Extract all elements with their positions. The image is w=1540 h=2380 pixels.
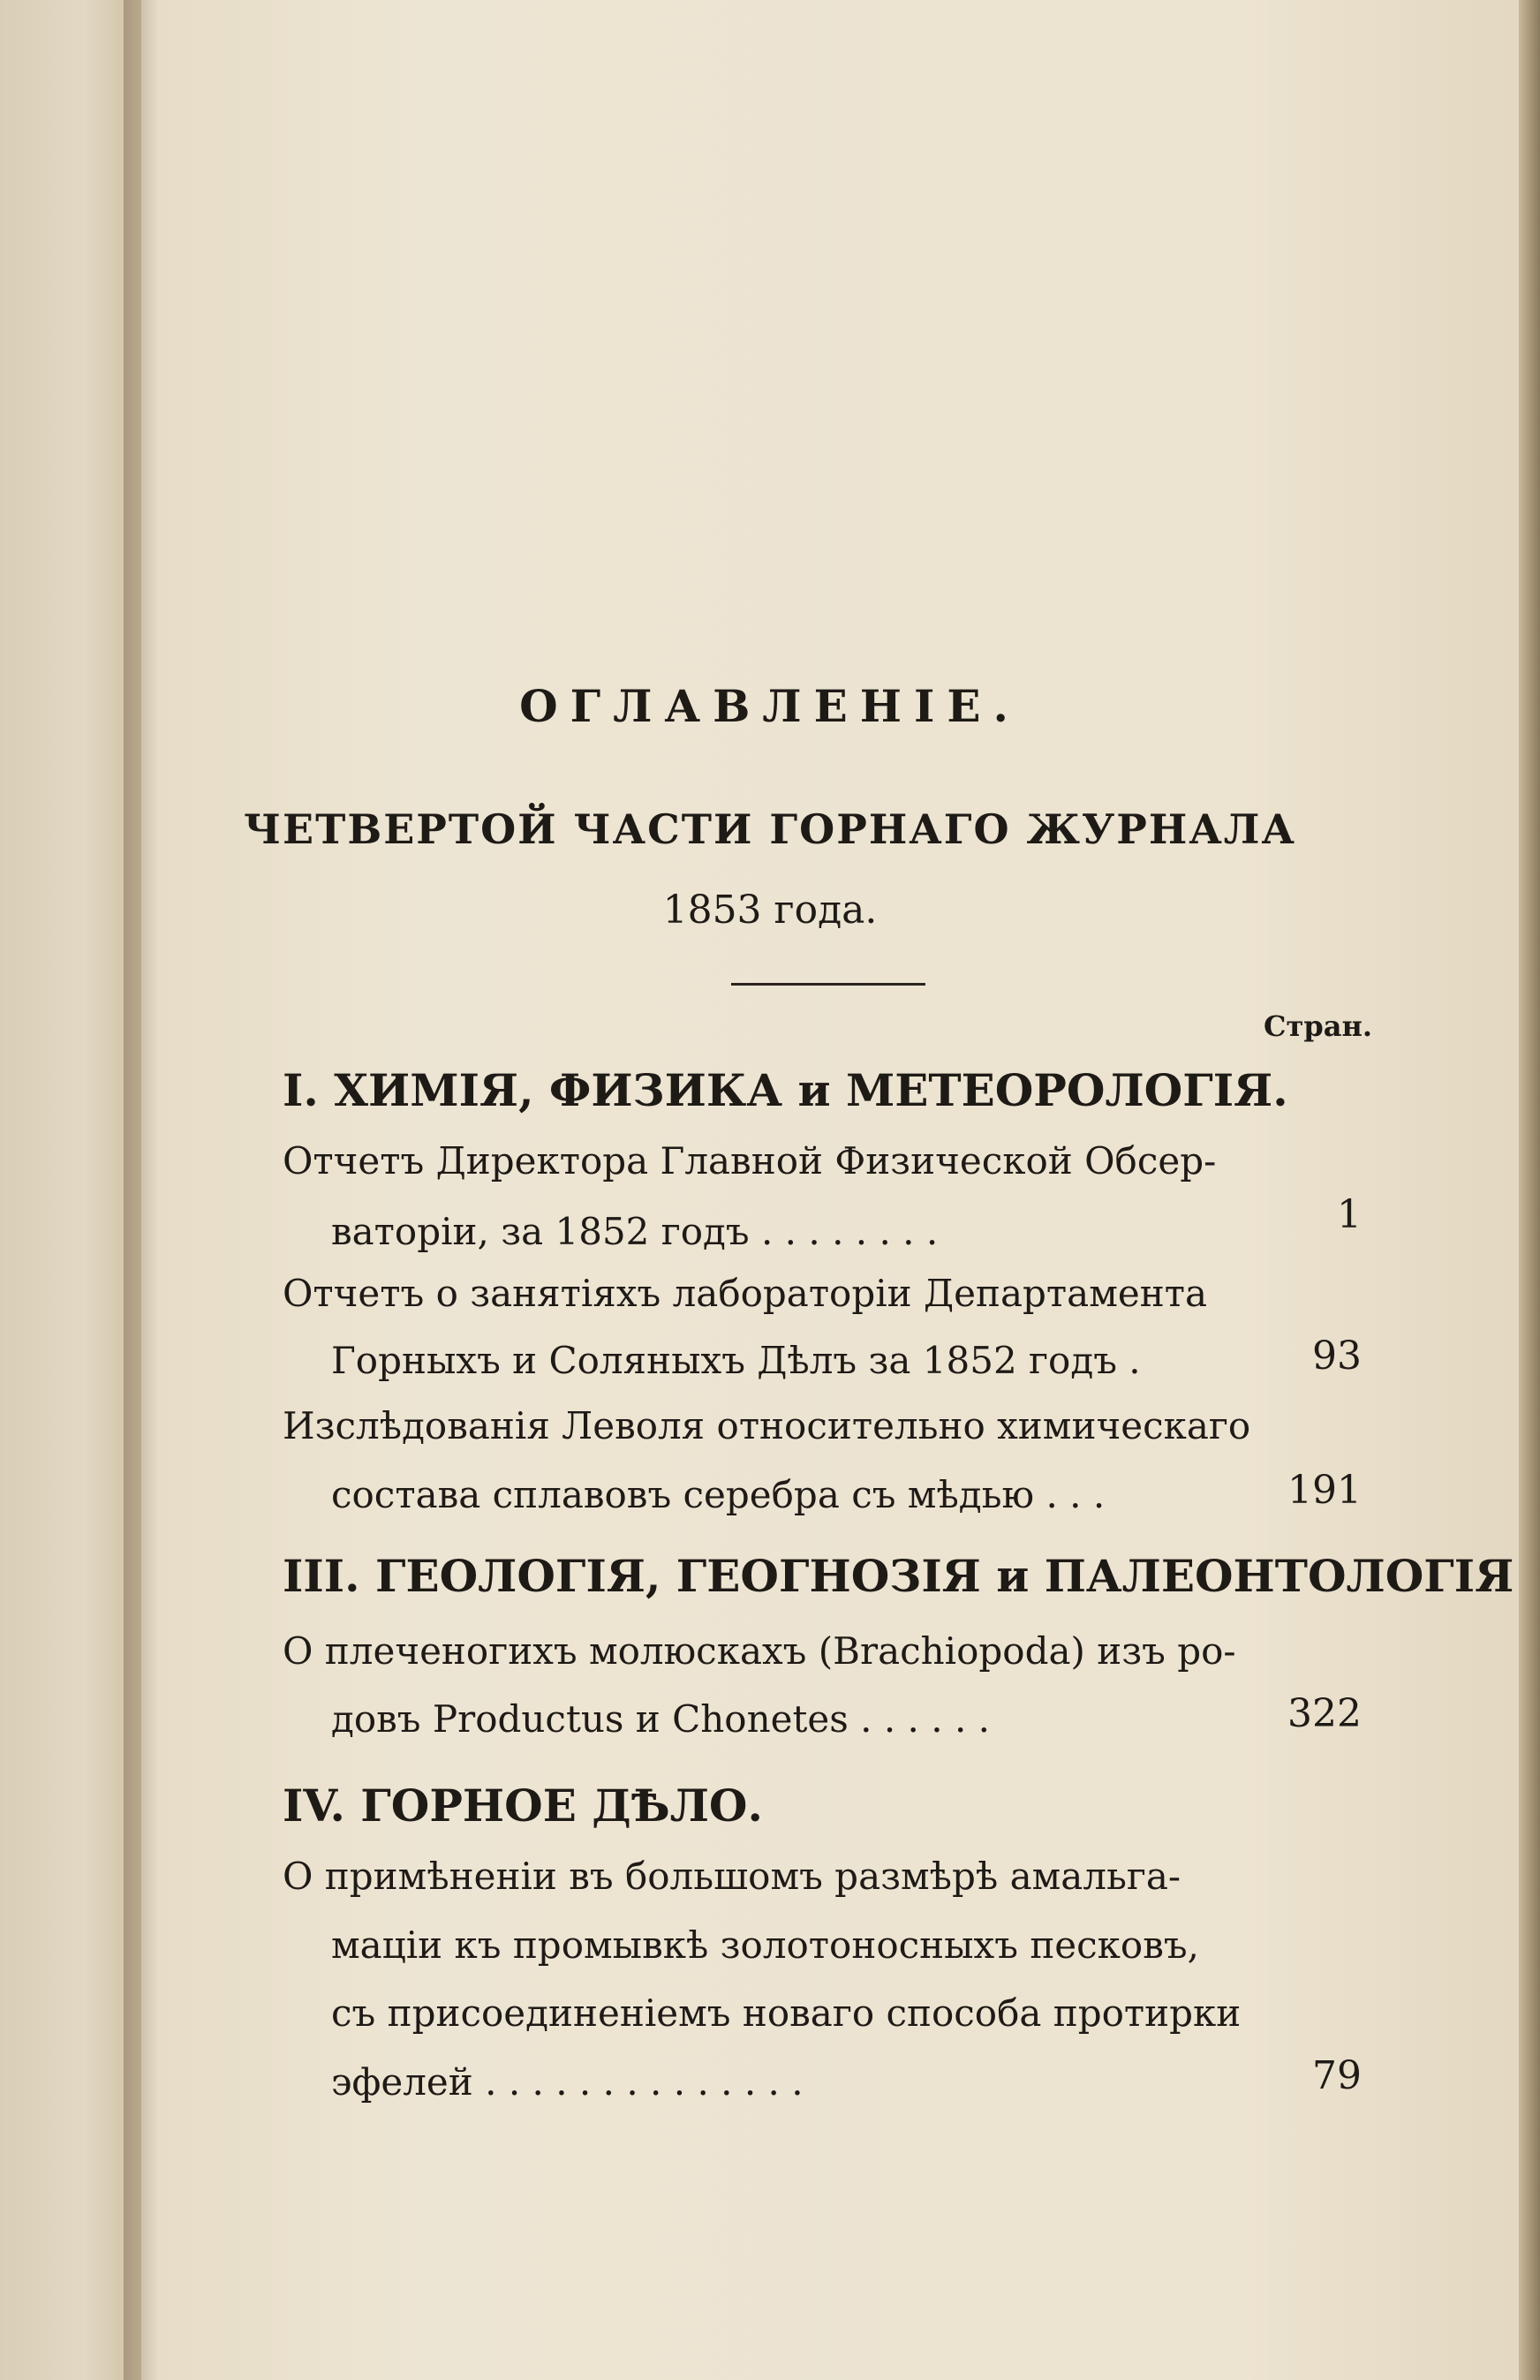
- toc-page-number: 79: [1312, 2053, 1362, 2098]
- toc-entry-line: Горныхъ и Соляныхъ Дѣлъ за 1852 годъ .: [331, 1339, 1141, 1382]
- toc-entry-line: ваторіи, за 1852 годъ . . . . . . . .: [331, 1210, 939, 1253]
- toc-entry-line: Отчетъ о занятіяхъ лабораторіи Департамента: [283, 1272, 1207, 1315]
- page-column-header: Стран.: [1264, 1009, 1372, 1043]
- toc-entry-line: довъ Productus и Chonetes . . . . . .: [331, 1697, 990, 1741]
- page-subtitle: ЧЕТВЕРТОЙ ЧАСТИ ГОРНАГО ЖУРНАЛА: [244, 805, 1296, 853]
- toc-entry-line: Изслѣдованія Леволя относительно химическаго: [283, 1404, 1251, 1447]
- facing-page-edge: [0, 0, 141, 2380]
- toc-entry-line: съ присоединеніемъ новаго способа протирки: [331, 1991, 1242, 2035]
- page-edge: [1519, 0, 1540, 2380]
- toc-entry-line: Отчетъ Директора Главной Физической Обсер-: [283, 1139, 1217, 1182]
- toc-entry-line: эфелей . . . . . . . . . . . . . .: [331, 2060, 804, 2104]
- toc-page-number: 1: [1337, 1192, 1362, 1237]
- toc-entry-line: состава сплавовъ серебра съ мѣдью . . .: [331, 1473, 1106, 1516]
- section-heading: IV. ГОРНОЕ ДѢЛО.: [283, 1779, 763, 1832]
- toc-entry-line: О примѣненіи въ большомъ размѣрѣ амальга-: [283, 1855, 1181, 1898]
- section-heading: I. ХИМІЯ, ФИЗИКА и МЕТЕОРОЛОГІЯ.: [283, 1064, 1288, 1116]
- section-heading: III. ГЕОЛОГІЯ, ГЕОГНОЗІЯ и ПАЛЕОНТОЛОГІЯ: [283, 1550, 1514, 1602]
- toc-entry-line: О плеченогихъ молюскахъ (Brachiopoda) изъ ро-: [283, 1629, 1236, 1673]
- toc-page-number: 191: [1287, 1468, 1362, 1513]
- year-label: 1853 года.: [662, 888, 878, 933]
- gutter-shadow: [124, 0, 159, 2380]
- page-title: ОГЛАВЛЕНІЕ.: [519, 680, 1021, 732]
- toc-entry-line: маціи къ промывкѣ золотоносныхъ песковъ,: [331, 1923, 1199, 1967]
- divider-rule: [731, 983, 925, 986]
- toc-page-number: 322: [1287, 1691, 1362, 1736]
- toc-page-number: 93: [1312, 1334, 1362, 1379]
